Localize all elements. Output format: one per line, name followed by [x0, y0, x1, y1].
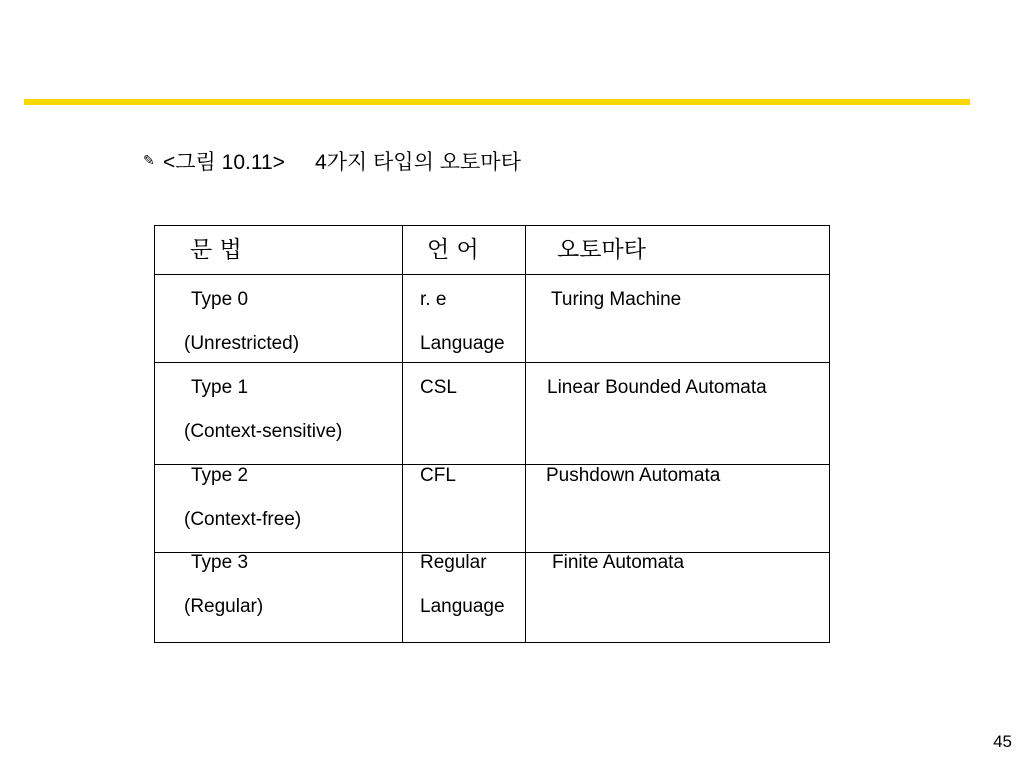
pencil-bullet-icon: ✎ [143, 151, 155, 168]
grammar-class-cell: (Context-sensitive) [184, 421, 343, 442]
column-divider [402, 226, 403, 642]
grammar-type-cell: Type 2 [191, 465, 249, 486]
column-divider [525, 226, 526, 642]
automaton-cell: Linear Bounded Automata [547, 377, 767, 398]
language-cell: r. e [420, 289, 447, 310]
language-cell: CFL [420, 465, 456, 486]
row-divider [155, 464, 829, 465]
header-automaton: 오토마타 [557, 237, 646, 263]
figure-title: 4가지 타입의 오토마타 [314, 151, 521, 174]
language-cell: CSL [420, 377, 457, 398]
language-cell: Regular [420, 552, 487, 573]
grammar-type-cell: Type 3 [191, 552, 249, 573]
page-number: 45 [993, 732, 1012, 751]
figure-label: <그림 10.11> [163, 151, 285, 174]
language-sub-cell: Language [420, 596, 505, 617]
grammar-class-cell: (Unrestricted) [184, 333, 300, 354]
figure-caption [143, 146, 521, 176]
grammar-class-cell: (Regular) [184, 596, 264, 617]
automata-table [154, 225, 830, 643]
top-accent-rule [24, 99, 970, 105]
header-language: 언 어 [427, 237, 479, 263]
grammar-class-cell: (Context-free) [184, 509, 302, 530]
header-grammar: 문 법 [190, 237, 242, 263]
automaton-cell: Turing Machine [551, 289, 682, 310]
grammar-type-cell: Type 0 [191, 289, 249, 310]
language-sub-cell: Language [420, 333, 505, 354]
row-divider [155, 274, 829, 275]
automaton-cell: Finite Automata [552, 552, 685, 573]
automaton-cell: Pushdown Automata [546, 465, 721, 486]
grammar-type-cell: Type 1 [191, 377, 249, 398]
row-divider [155, 552, 829, 553]
